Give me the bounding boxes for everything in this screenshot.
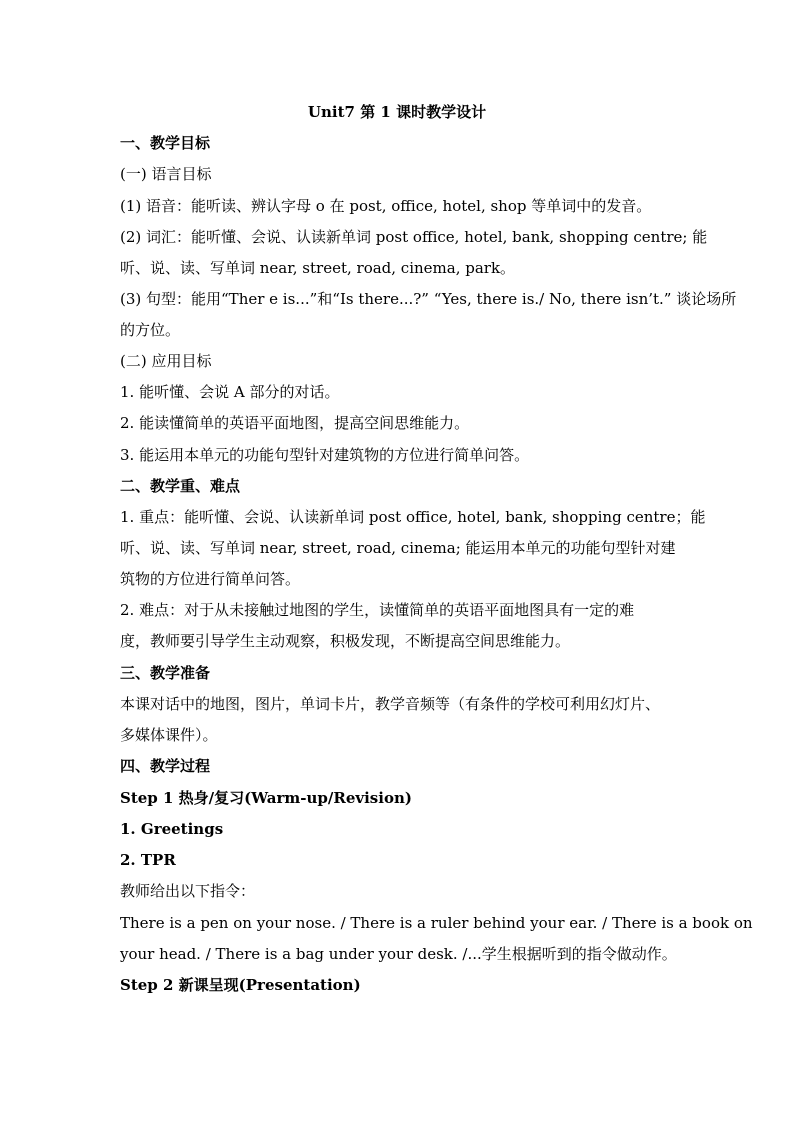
sub-step-heading: 2. TPR (120, 851, 176, 869)
paragraph-line: your head. / There is a bag under your desk. /...学生根据听到的指令做动作。 (120, 945, 677, 963)
paragraph-line: 听、说、读、写单词 near, street, road, cinema, park。 (120, 259, 516, 277)
paragraph-line: 本课对话中的地图，图片，单词卡片，教学音频等（有条件的学校可利用幻灯片、 (120, 695, 661, 713)
section-heading-key-points: 二、教学重、难点 (120, 477, 241, 495)
document-title: Unit7 第 1 课时教学设计 (307, 103, 487, 121)
paragraph-line: (3) 句型：能用“Ther e is...”和“Is there...?” “Yes, there is./ No, there isn’t.” 谈论场所 (120, 290, 737, 308)
list-item: 3. 能运用本单元的功能句型针对建筑物的方位进行简单问答。 (120, 446, 530, 464)
section-heading-preparation: 三、教学准备 (120, 664, 211, 682)
subheading-application-goals: (二) 应用目标 (120, 352, 212, 370)
step-heading: Step 1 热身/复习(Warm-up/Revision) (120, 789, 412, 807)
paragraph-line: (2) 词汇：能听懂、会说、认读新单词 post office, hotel, bank, shopping centre; 能 (120, 228, 708, 246)
paragraph-line: There is a pen on your nose. / There is a ruler behind your ear. / There is a book on (120, 914, 753, 932)
paragraph-line: 筑物的方位进行简单问答。 (120, 570, 301, 588)
section-heading-goals: 一、教学目标 (120, 134, 211, 152)
paragraph-line: 1. 重点：能听懂、会说、认读新单词 post office, hotel, bank, shopping centre；能 (120, 508, 706, 526)
paragraph-line: 的方位。 (120, 321, 181, 339)
paragraph-line: 多媒体课件）。 (120, 726, 218, 744)
sub-step-heading: 1. Greetings (120, 820, 224, 838)
section-heading-process: 四、教学过程 (120, 757, 211, 775)
list-item: 1. 能听懂、会说 A 部分的对话。 (120, 383, 340, 401)
paragraph-line: (1) 语音：能听读、辨认字母 o 在 post, office, hotel, shop 等单词中的发音。 (120, 197, 652, 215)
paragraph-line: 教师给出以下指令： (120, 882, 256, 900)
subheading-language-goals: (一) 语言目标 (120, 165, 212, 183)
paragraph-line: 2. 难点：对于从未接触过地图的学生，读懂简单的英语平面地图具有一定的难 (120, 601, 635, 619)
paragraph-line: 度，教师要引导学生主动观察，积极发现，不断提高空间思维能力。 (120, 632, 571, 650)
list-item: 2. 能读懂简单的英语平面地图，提高空间思维能力。 (120, 414, 470, 432)
step-heading: Step 2 新课呈现(Presentation) (120, 976, 361, 994)
paragraph-line: 听、说、读、写单词 near, street, road, cinema; 能运用本单元的功能句型针对建 (120, 539, 676, 557)
